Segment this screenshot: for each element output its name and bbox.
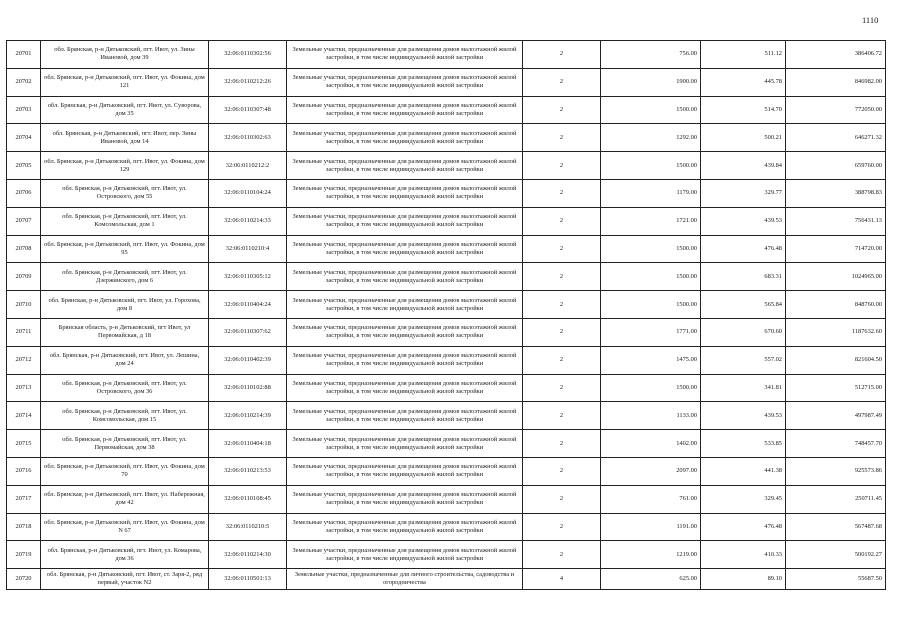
area-cell: 761.00 [601, 485, 701, 513]
cadastral-cost-cell: 55687.50 [786, 569, 886, 590]
group-cell: 2 [523, 291, 601, 319]
group-cell: 2 [523, 430, 601, 458]
cadastral-number-cell: 32:06:0110108:45 [209, 485, 287, 513]
address-cell: обл. Брянская, р-н Дятьковский, пгт. Ивот, ул. Лешина, дом 24 [41, 346, 209, 374]
table-row [7, 346, 886, 374]
land-use-cell: Земельные участки, предназначенные для размещения домов малоэтажной жилой застройки, в том числе индивидуальной жилой застройки [287, 541, 523, 569]
specific-value-cell: 329.77 [701, 179, 786, 207]
group-cell: 2 [523, 513, 601, 541]
area-cell: 1475.00 [601, 346, 701, 374]
address-cell: обл. Брянская, р-н Дятьковский, пгт. Ивот, ст. Заря-2, ряд первый, участок N2 [41, 569, 209, 590]
area-cell: 1500.00 [601, 235, 701, 263]
land-use-cell: Земельные участки, предназначенные для личного строительства, садоводства и огородничества [287, 569, 523, 590]
cadastral-cost-cell: 646271.32 [786, 124, 886, 152]
row-number: 20720 [7, 569, 41, 590]
group-cell: 2 [523, 485, 601, 513]
cadastral-number-cell: 32:06:0110305:12 [209, 263, 287, 291]
land-use-cell: Земельные участки, предназначенные для размещения домов малоэтажной жилой застройки, в том числе индивидуальной жилой застройки [287, 179, 523, 207]
cadastral-number-cell: 32:06:0110302:63 [209, 124, 287, 152]
land-use-cell: Земельные участки, предназначенные для размещения домов малоэтажной жилой застройки, в том числе индивидуальной жилой застройки [287, 207, 523, 235]
page-number: 1110 [862, 15, 879, 25]
land-use-cell: Земельные участки, предназначенные для размещения домов малоэтажной жилой застройки, в том числе индивидуальной жилой застройки [287, 41, 523, 69]
specific-value-cell: 439.53 [701, 207, 786, 235]
address-cell: обл. Брянская, р-н Дятьковский, пгт. Ивот, ул. Островского, дом 55 [41, 179, 209, 207]
table-row [7, 569, 886, 590]
specific-value-cell: 439.84 [701, 152, 786, 180]
group-cell: 2 [523, 402, 601, 430]
specific-value-cell: 511.12 [701, 41, 786, 69]
cadastral-cost-cell: 500192.27 [786, 541, 886, 569]
cadastral-number-cell: 32:06:0110404:18 [209, 430, 287, 458]
specific-value-cell: 670.60 [701, 318, 786, 346]
area-cell: 1771.00 [601, 318, 701, 346]
specific-value-cell: 329.45 [701, 485, 786, 513]
specific-value-cell: 439.53 [701, 402, 786, 430]
address-cell: обл. Брянская, р-н Дятьковский, пгт. Ивот, ул. Фокина, дом 70 [41, 457, 209, 485]
row-number: 20719 [7, 541, 41, 569]
table-row [7, 179, 886, 207]
group-cell: 2 [523, 318, 601, 346]
area-cell: 756.00 [601, 41, 701, 69]
table-row [7, 235, 886, 263]
address-cell: обл. Брянская, р-н Дятьковский, пгт. Ивот, ул. Фокина, дом 121 [41, 68, 209, 96]
row-number: 20705 [7, 152, 41, 180]
specific-value-cell: 441.38 [701, 457, 786, 485]
group-cell: 2 [523, 152, 601, 180]
area-cell: 1292.00 [601, 124, 701, 152]
land-use-cell: Земельные участки, предназначенные для размещения домов малоэтажной жилой застройки, в том числе индивидуальной жилой застройки [287, 485, 523, 513]
group-cell: 2 [523, 374, 601, 402]
table-row [7, 41, 886, 69]
land-use-cell: Земельные участки, предназначенные для размещения домов малоэтажной жилой застройки, в том числе индивидуальной жилой застройки [287, 263, 523, 291]
group-cell: 2 [523, 124, 601, 152]
table-row [7, 430, 886, 458]
address-cell: обл. Брянская, р-н Дятьковский, пгт. Ивот, пер. Зины Ивановой, дом 14 [41, 124, 209, 152]
cadastral-number-cell: 32:06:0110214:39 [209, 402, 287, 430]
group-cell: 2 [523, 179, 601, 207]
specific-value-cell: 500.21 [701, 124, 786, 152]
table-body [7, 41, 886, 590]
group-cell: 2 [523, 96, 601, 124]
cadastral-number-cell: 32:06:0110404:24 [209, 291, 287, 319]
specific-value-cell: 410.33 [701, 541, 786, 569]
table-row [7, 513, 886, 541]
area-cell: 1133.00 [601, 402, 701, 430]
land-use-cell: Земельные участки, предназначенные для размещения домов малоэтажной жилой застройки, в том числе индивидуальной жилой застройки [287, 402, 523, 430]
row-number: 20712 [7, 346, 41, 374]
cadastral-number-cell: 32:06:0110212:2 [209, 152, 287, 180]
table-row [7, 124, 886, 152]
cadastral-cost-cell: 756431.13 [786, 207, 886, 235]
cadastral-value-table [6, 40, 886, 590]
table-row [7, 152, 886, 180]
table-row [7, 291, 886, 319]
address-cell: обл. Брянская, р-н Дятьковский, пгт. Ивот, ул. Горохова, дом 8 [41, 291, 209, 319]
address-cell: обл. Брянская, р-н Дятьковский, пгт. Ивот, ул. Суворова, дом 35 [41, 96, 209, 124]
row-number: 20710 [7, 291, 41, 319]
cadastral-number-cell: 32:06:0110307:48 [209, 96, 287, 124]
group-cell: 2 [523, 263, 601, 291]
cadastral-number-cell: 32:06:0110214:30 [209, 541, 287, 569]
area-cell: 1500.00 [601, 291, 701, 319]
cadastral-cost-cell: 925573.86 [786, 457, 886, 485]
cadastral-number-cell: 32:06:0110104:24 [209, 179, 287, 207]
area-cell: 1191.00 [601, 513, 701, 541]
row-number: 20711 [7, 318, 41, 346]
row-number: 20713 [7, 374, 41, 402]
cadastral-number-cell: 32:06:0110501:13 [209, 569, 287, 590]
cadastral-number-cell: 32:06:0110210:4 [209, 235, 287, 263]
cadastral-number-cell: 32:06:0110302:56 [209, 41, 287, 69]
table-row [7, 485, 886, 513]
table-row [7, 457, 886, 485]
address-cell: обл. Брянская, р-н Дятьковский, пгт. Ивот, ул. Комарова, дом 36 [41, 541, 209, 569]
area-cell: 625.00 [601, 569, 701, 590]
area-cell: 1402.00 [601, 430, 701, 458]
group-cell: 2 [523, 457, 601, 485]
land-use-cell: Земельные участки, предназначенные для размещения домов малоэтажной жилой застройки, в том числе индивидуальной жилой застройки [287, 457, 523, 485]
land-use-cell: Земельные участки, предназначенные для размещения домов малоэтажной жилой застройки, в том числе индивидуальной жилой застройки [287, 318, 523, 346]
address-cell: обл. Брянская, р-н Дятьковский, пгт. Ивот, ул. Фокина, дом 95 [41, 235, 209, 263]
cadastral-cost-cell: 748457.70 [786, 430, 886, 458]
area-cell: 1900.00 [601, 68, 701, 96]
cadastral-number-cell: 32:06:0110402:39 [209, 346, 287, 374]
specific-value-cell: 557.02 [701, 346, 786, 374]
cadastral-number-cell: 32:06:0110214:33 [209, 207, 287, 235]
cadastral-cost-cell: 386406.72 [786, 41, 886, 69]
land-use-cell: Земельные участки, предназначенные для размещения домов малоэтажной жилой застройки, в том числе индивидуальной жилой застройки [287, 152, 523, 180]
specific-value-cell: 89.10 [701, 569, 786, 590]
address-cell: обл. Брянская, р-н Дятьковский, пгт. Ивот, ул. Фокина, дом N 67 [41, 513, 209, 541]
group-cell: 2 [523, 207, 601, 235]
specific-value-cell: 565.84 [701, 291, 786, 319]
address-cell: обл. Брянская, р-н Дятьковский, пгт. Ивот, ул. Комсомольская, дом 1 [41, 207, 209, 235]
table-row [7, 96, 886, 124]
address-cell: обл. Брянская, р-н Дятьковский, пгт. Ивот, ул. Зины Ивановой, дом 39 [41, 41, 209, 69]
cadastral-cost-cell: 821604.50 [786, 346, 886, 374]
cadastral-cost-cell: 567487.68 [786, 513, 886, 541]
specific-value-cell: 445.78 [701, 68, 786, 96]
row-number: 20715 [7, 430, 41, 458]
row-number: 20716 [7, 457, 41, 485]
cadastral-number-cell: 32:06:0110213:53 [209, 457, 287, 485]
group-cell: 2 [523, 68, 601, 96]
table-row [7, 402, 886, 430]
land-use-cell: Земельные участки, предназначенные для размещения домов малоэтажной жилой застройки, в том числе индивидуальной жилой застройки [287, 346, 523, 374]
group-cell: 2 [523, 346, 601, 374]
table-row [7, 68, 886, 96]
group-cell: 2 [523, 41, 601, 69]
cadastral-number-cell: 32:06:0110212:26 [209, 68, 287, 96]
land-use-cell: Земельные участки, предназначенные для размещения домов малоэтажной жилой застройки, в том числе индивидуальной жилой застройки [287, 374, 523, 402]
row-number: 20702 [7, 68, 41, 96]
address-cell: обл. Брянская, р-н Дятьковский, пгт. Ивот, ул. Фокина, дом 129 [41, 152, 209, 180]
row-number: 20714 [7, 402, 41, 430]
group-cell: 2 [523, 235, 601, 263]
row-number: 20718 [7, 513, 41, 541]
row-number: 20703 [7, 96, 41, 124]
land-use-cell: Земельные участки, предназначенные для размещения домов малоэтажной жилой застройки, в том числе индивидуальной жилой застройки [287, 513, 523, 541]
row-number: 20708 [7, 235, 41, 263]
specific-value-cell: 476.48 [701, 513, 786, 541]
group-cell: 2 [523, 541, 601, 569]
land-use-cell: Земельные участки, предназначенные для размещения домов малоэтажной жилой застройки, в том числе индивидуальной жилой застройки [287, 291, 523, 319]
cadastral-number-cell: 32:06:0110307:62 [209, 318, 287, 346]
area-cell: 1500.00 [601, 152, 701, 180]
address-cell: обл. Брянская, р-н Дятьковский, пгт. Ивот, ул. Комсомольская, дом 15 [41, 402, 209, 430]
row-number: 20704 [7, 124, 41, 152]
cadastral-cost-cell: 1187632.60 [786, 318, 886, 346]
specific-value-cell: 341.81 [701, 374, 786, 402]
area-cell: 1219.00 [601, 541, 701, 569]
address-cell: обл. Брянская, р-н Дятьковский, пгт. Ивот, ул. Островского, дом 36 [41, 374, 209, 402]
address-cell: обл. Брянская, р-н Дятьковский, пгт. Ивот, ул. Первомайская, дом 38 [41, 430, 209, 458]
area-cell: 1179.00 [601, 179, 701, 207]
group-cell: 4 [523, 569, 601, 590]
cadastral-cost-cell: 250711.45 [786, 485, 886, 513]
address-cell: Брянская область, р-н Дятьковский, пгт Ивот, ул Первомайская, д 18 [41, 318, 209, 346]
area-cell: 1500.00 [601, 96, 701, 124]
land-use-cell: Земельные участки, предназначенные для размещения домов малоэтажной жилой застройки, в том числе индивидуальной жилой застройки [287, 124, 523, 152]
land-use-cell: Земельные участки, предназначенные для размещения домов малоэтажной жилой застройки, в том числе индивидуальной жилой застройки [287, 235, 523, 263]
cadastral-cost-cell: 497987.49 [786, 402, 886, 430]
area-cell: 2097.00 [601, 457, 701, 485]
area-cell: 1500.00 [601, 263, 701, 291]
row-number: 20717 [7, 485, 41, 513]
cadastral-cost-cell: 512715.00 [786, 374, 886, 402]
address-cell: обл. Брянская, р-н Дятьковский, пгт. Ивот, ул. Дзержинского, дом 6 [41, 263, 209, 291]
table-row [7, 318, 886, 346]
row-number: 20709 [7, 263, 41, 291]
land-use-cell: Земельные участки, предназначенные для размещения домов малоэтажной жилой застройки, в том числе индивидуальной жилой застройки [287, 68, 523, 96]
cadastral-cost-cell: 714720.00 [786, 235, 886, 263]
cadastral-cost-cell: 1024965.00 [786, 263, 886, 291]
specific-value-cell: 514.70 [701, 96, 786, 124]
cadastral-cost-cell: 659760.00 [786, 152, 886, 180]
row-number: 20707 [7, 207, 41, 235]
specific-value-cell: 683.31 [701, 263, 786, 291]
table-row [7, 207, 886, 235]
land-use-cell: Земельные участки, предназначенные для размещения домов малоэтажной жилой застройки, в том числе индивидуальной жилой застройки [287, 430, 523, 458]
cadastral-cost-cell: 848760.00 [786, 291, 886, 319]
table-row [7, 374, 886, 402]
table-row [7, 541, 886, 569]
cadastral-number-cell: 32:06:0110210:5 [209, 513, 287, 541]
cadastral-cost-cell: 846982.00 [786, 68, 886, 96]
address-cell: обл. Брянская, р-н Дятьковский, пгт. Ивот, ул. Набережная, дом 42 [41, 485, 209, 513]
cadastral-number-cell: 32:06:0110102:88 [209, 374, 287, 402]
row-number: 20701 [7, 41, 41, 69]
land-use-cell: Земельные участки, предназначенные для размещения домов малоэтажной жилой застройки, в том числе индивидуальной жилой застройки [287, 96, 523, 124]
row-number: 20706 [7, 179, 41, 207]
area-cell: 1500.00 [601, 374, 701, 402]
cadastral-cost-cell: 772050.00 [786, 96, 886, 124]
area-cell: 1721.00 [601, 207, 701, 235]
table-row [7, 263, 886, 291]
specific-value-cell: 476.48 [701, 235, 786, 263]
specific-value-cell: 533.85 [701, 430, 786, 458]
cadastral-cost-cell: 388798.83 [786, 179, 886, 207]
